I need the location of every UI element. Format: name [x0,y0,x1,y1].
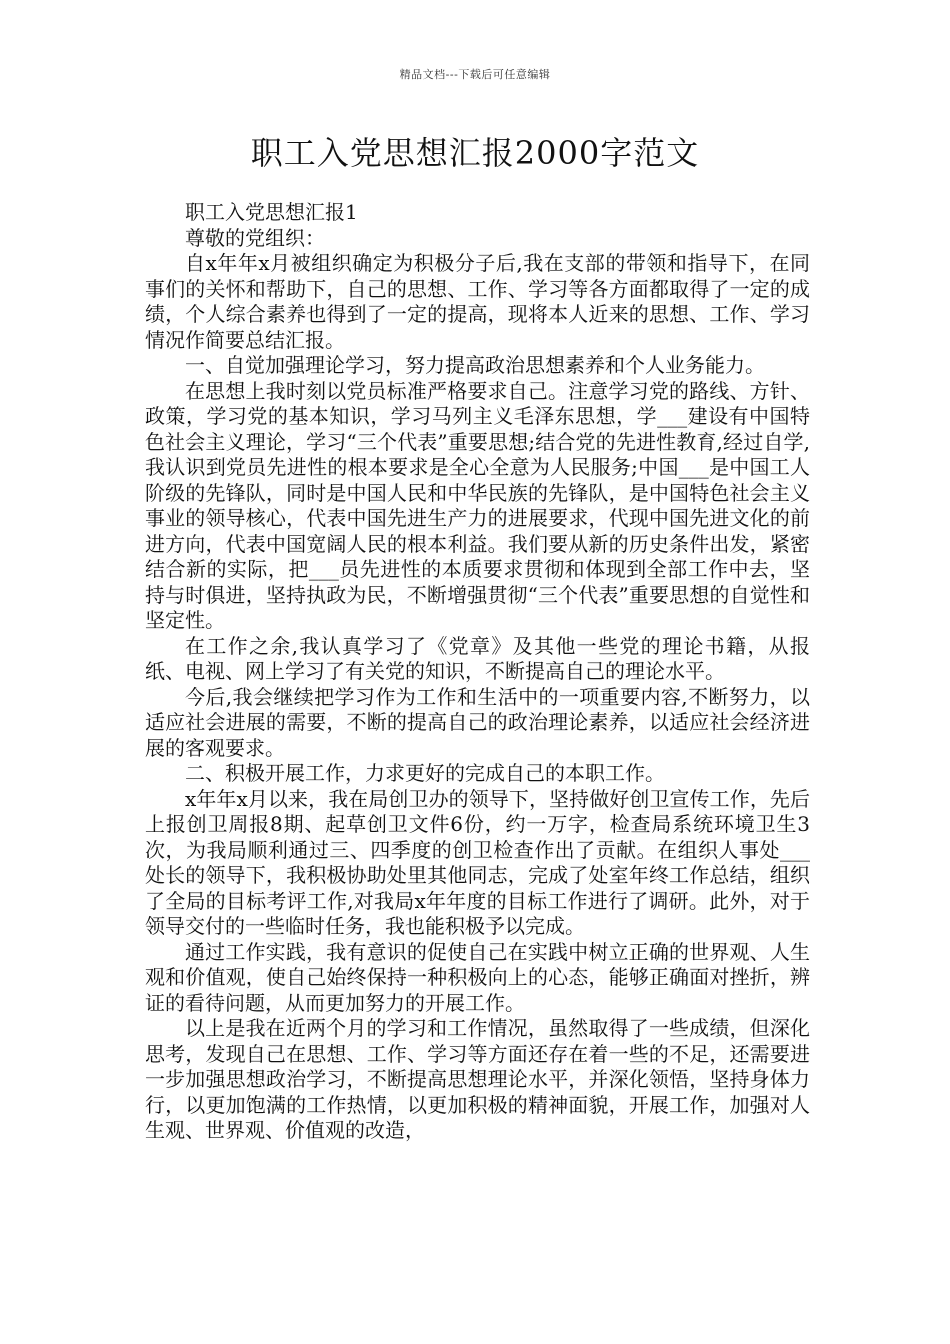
paragraph-section-2-heading: 二、积极开展工作，力求更好的完成自己的本职工作。 [185,761,665,785]
paragraph-work: x年年x月以来，我在局创卫办的领导下，坚持做好创卫宣传工作，先后上报创卫周报8期、起草创卫文件6份，约一万字，检查局系统环境卫生3次，为我局顺利通过三、四季度的创卫检查作出了贡献。在组织人事处___处长的领导下，我积极协助处里其他同志，完成了处室年终工作总结，组织了全局的目标考评工作,对我局x年年度的目标工作进行了调研。此外，对于领导交付的一些临时任务，我也能积极予以完成。 [145,786,810,938]
paragraph-summary: 以上是我在近两个月的学习和工作情况，虽然取得了一些成绩，但深化思考，发现自己在思想、工作、学习等方面还存在着一些的不足，还需要进一步加强思想政治学习，不断提高思想理论水平，并深化领悟，坚持身体力行，以更加饱满的工作热情，以更加积极的精神面貌，开展工作，加强对人生观、世界观、价值观的改造， [145,1016,810,1142]
paragraph-study: 在工作之余,我认真学习了《党章》及其他一些党的理论书籍，从报纸、电视、网上学习了有关党的知识，不断提高自己的理论水平。 [145,633,810,683]
paragraph-salutation: 尊敬的党组织： [185,225,325,250]
paragraph-practice: 通过工作实践，我有意识的促使自己在实践中树立正确的世界观、人生观和价值观，使自己始终保持一种积极向上的心态，能够正确面对挫折，辨证的看待问题，从而更加努力的开展工作。 [145,939,810,1015]
paragraph-intro: 自x年年x月被组织确定为积极分子后,我在支部的带领和指导下，在同事们的关怀和帮助下，自己的思想、工作、学习等各方面都取得了一定的成绩，个人综合素养也得到了一定的提高，现将本人近来的思想、工作、学习情况作简要总结汇报。 [145,251,810,352]
paragraph-heading-1: 职工入党思想汇报1 [185,200,358,224]
header-note: 精品文档---下载后可任意编辑 [399,68,551,81]
paragraph-thought: 在思想上我时刻以党员标准严格要求自己。注意学习党的路线、方针、政策，学习党的基本知识，学习马列主义毛泽东思想，学___建设有中国特色社会主义理论，学习“三个代表”重要思想;结合党的先进性教育,经过自学,我认识到党员先进性的根本要求是全心全意为人民服务;中国___是中国工人阶级的先锋队，同时是中国人民和中华民族的先锋队，是中国特色社会主义事业的领导核心，代表中国先进生产力的进展要求，代现中国先进文化的前进方向，代表中国宽阔人民的根本利益。我们要从新的历史条件出发，紧密结合新的实际，把___员先进性的本质要求贯彻和体现到全部工作中去，坚持与时俱进，坚持执政为民，不断增强贯彻“三个代表”重要思想的自觉性和坚定性。 [145,378,810,632]
paragraph-future: 今后,我会继续把学习作为工作和生活中的一项重要内容,不断努力，以适应社会进展的需要，不断的提高自己的政治理论素养，以适应社会经济进展的客观要求。 [145,684,810,760]
paragraph-section-1-heading: 一、自觉加强理论学习，努力提高政治思想素养和个人业务能力。 [185,353,765,377]
document-body [145,200,810,1144]
document-title: 职工入党思想汇报2000字范文 [250,134,700,172]
